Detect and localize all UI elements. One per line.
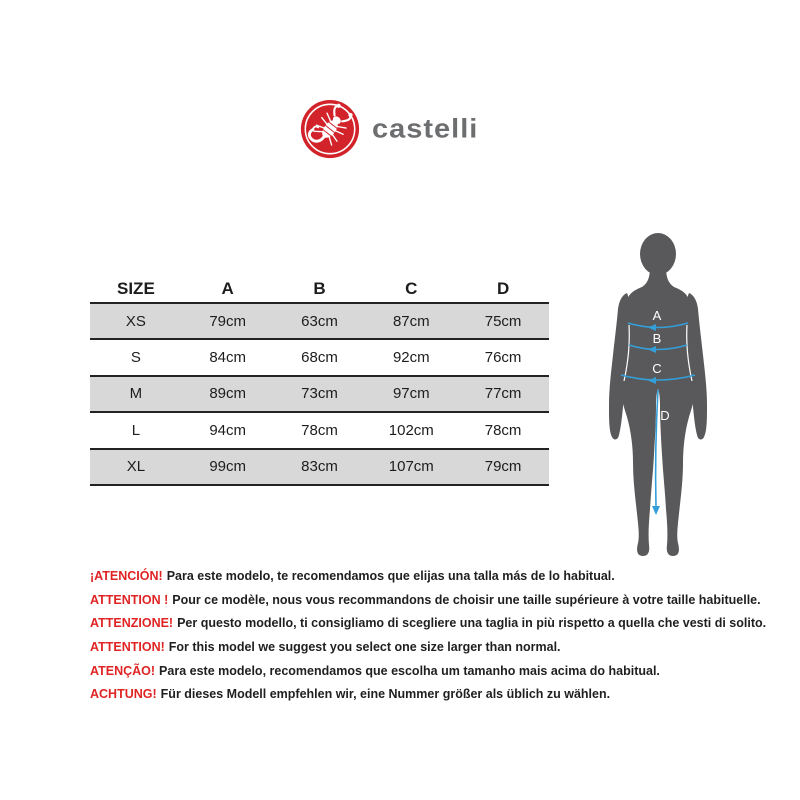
warning-prefix: ATENÇÃO! (90, 663, 156, 678)
warning-text: Per questo modello, ti consigliamo di scegliere una taglia in più rispetto a quella che vesti di solito. (177, 616, 767, 631)
value-b: 73cm (301, 385, 338, 403)
value-a: 99cm (209, 458, 247, 476)
col-header-c: C (405, 279, 418, 298)
warning-es (90, 570, 750, 584)
table-row-m (90, 377, 549, 413)
warning-de (90, 688, 750, 702)
value-c: 97cm (392, 385, 430, 403)
value-b: 83cm (301, 458, 338, 476)
value-b: 63cm (301, 312, 338, 330)
warning-text: Para este modelo, te recomendamos que elijas una talla más de lo habitual. (166, 569, 615, 583)
warning-text: Für dieses Modell empfehlen wir, eine Nummer größer als üblich zu wählen. (160, 687, 611, 702)
col-header-size: SIZE (117, 279, 155, 298)
size-label: XS (125, 312, 146, 330)
warning-prefix: ATTENTION ! (90, 592, 169, 607)
value-a: 79cm (209, 312, 247, 330)
col-header-a: A (221, 279, 234, 298)
size-label: M (129, 385, 143, 403)
value-a: 94cm (209, 421, 247, 439)
col-header-d: D (496, 279, 510, 298)
scorpion-icon (299, 98, 361, 160)
size-label: L (131, 421, 141, 439)
value-c: 102cm (388, 421, 434, 439)
warning-pt (90, 665, 750, 679)
value-c: 107cm (388, 458, 434, 476)
value-d: 79cm (484, 458, 522, 476)
value-d: 76cm (484, 349, 522, 367)
warning-prefix: ACHTUNG! (90, 687, 157, 702)
warning-en (90, 641, 750, 655)
value-d: 78cm (484, 421, 522, 439)
warnings-block (90, 569, 767, 712)
size-label: S (130, 349, 141, 367)
value-b: 68cm (301, 349, 338, 367)
size-table (90, 276, 549, 486)
size-table-header-row (90, 276, 549, 304)
warning-prefix: ATTENTION! (90, 640, 165, 655)
figure-label-b: B (652, 331, 662, 346)
warning-prefix: ¡ATENCIÓN! (90, 569, 163, 583)
figure-label-a: A (652, 308, 662, 323)
figure-label-d: D (660, 408, 670, 423)
value-a: 89cm (209, 385, 247, 403)
value-d: 77cm (484, 385, 522, 403)
col-header-b: B (313, 279, 326, 298)
value-a: 84cm (209, 349, 247, 367)
table-row-xs (90, 304, 549, 340)
brand-wordmark: castelli (372, 113, 479, 144)
value-d: 75cm (484, 312, 522, 330)
table-row-s (90, 340, 549, 376)
warning-fr (90, 592, 761, 608)
figure-label-c: C (652, 361, 662, 376)
body-silhouette-icon (598, 225, 718, 565)
warning-text: Pour ce modèle, nous vous recommandons de choisir une taille supérieure à votre taille habituelle. (172, 592, 761, 607)
warning-it (90, 616, 767, 631)
value-b: 78cm (301, 421, 338, 439)
value-c: 92cm (392, 349, 430, 367)
size-label: XL (126, 458, 146, 476)
warning-text: For this model we suggest you select one size larger than normal. (168, 640, 561, 655)
table-row-xl (90, 450, 549, 486)
value-c: 87cm (392, 312, 430, 330)
warning-text: Para este modelo, recomendamos que escolha um tamanho mais acima do habitual. (159, 663, 660, 678)
castelli-logo (299, 98, 478, 160)
table-row-l (90, 413, 549, 449)
warning-prefix: ATTENZIONE! (90, 616, 174, 631)
measurement-figure (598, 225, 718, 565)
